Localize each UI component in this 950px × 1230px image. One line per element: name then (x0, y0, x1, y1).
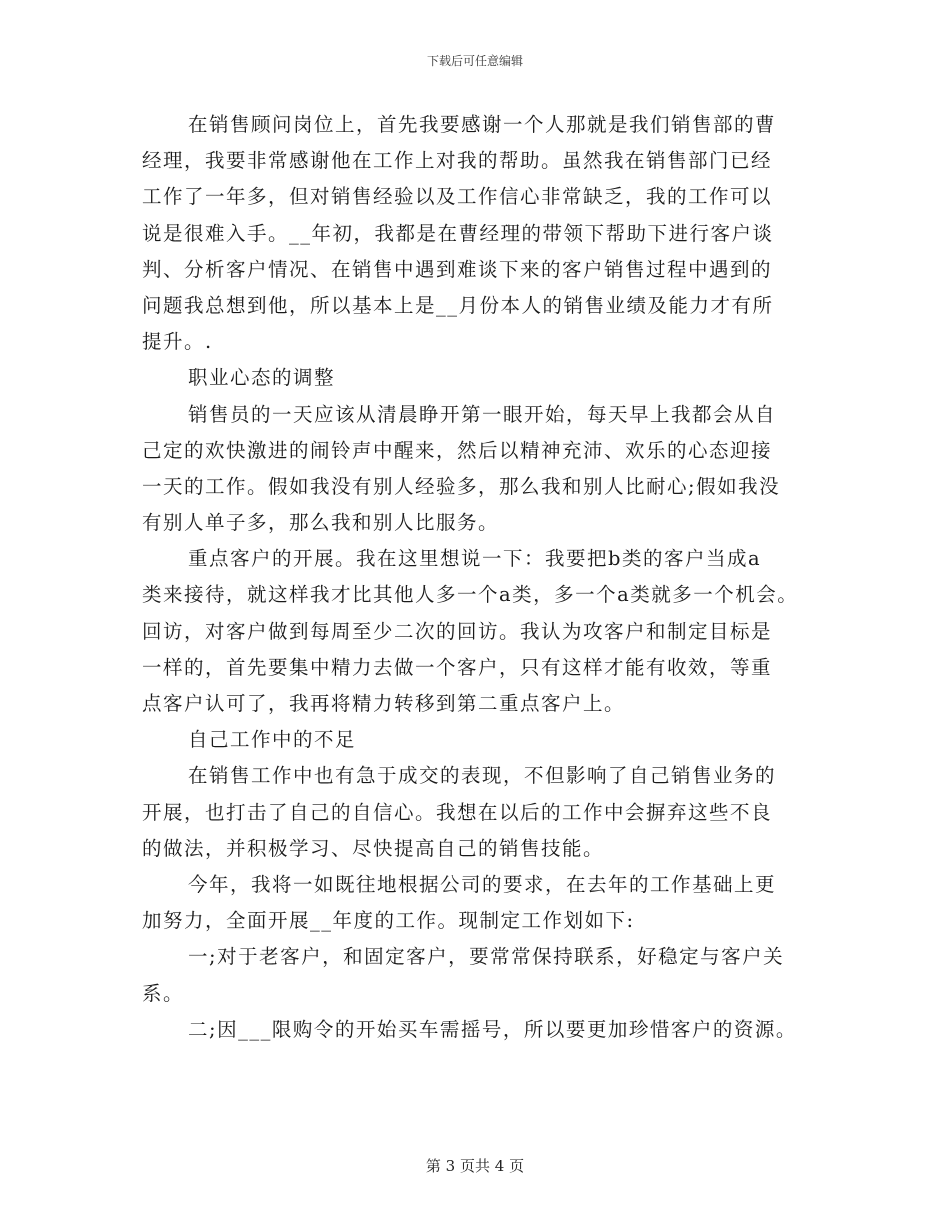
paragraph-line: 工作了一年多，但对销售经验以及工作信心非常缺乏，我的工作可以 (142, 185, 773, 209)
paragraph-line: 一天的工作。假如我没有别人经验多，那么我和别人比耐心;假如我没 (142, 474, 781, 498)
paragraph-line: 加努力，全面开展__年度的工作。现制定工作划如下: (142, 909, 635, 933)
paragraph-line: 问题我总想到他，所以基本上是__月份本人的销售业绩及能力才有所 (142, 293, 774, 317)
paragraph-line: 经理，我要非常感谢他在工作上对我的帮助。虽然我在销售部门已经 (142, 149, 773, 173)
paragraph-line: 二;因___限购令的开始买车需摇号，所以要更加珍惜客户的资源。 (188, 1017, 797, 1041)
section-heading: 职业心态的调整 (188, 366, 336, 390)
paragraph-line: 一;对于老客户，和固定客户，要常常保持联系，好稳定与客户关 (188, 945, 785, 969)
paragraph-line: 有别人单子多，那么我和别人比服务。 (142, 511, 500, 535)
paragraph-line: 判、分析客户情况、在销售中遇到难谈下来的客户销售过程中遇到的 (142, 257, 773, 281)
paragraph-line: 类来接待，就这样我才比其他人多一个a类，多一个a类就多一个机会。 (142, 583, 799, 607)
paragraph-line: 在销售工作中也有急于成交的表现，不但影响了自己销售业务的 (188, 764, 777, 788)
document-body (142, 107, 822, 1048)
page-number: 第 3 页共 4 页 (425, 1157, 525, 1175)
paragraph-line: 己定的欢快激进的闹铃声中醒来，然后以精神充沛、欢乐的心态迎接 (142, 438, 773, 462)
paragraph-line: 提升。. (142, 330, 213, 354)
paragraph-line: 的做法，并积极学习、尽快提高自己的销售技能。 (142, 836, 605, 860)
paragraph-line: 在销售顾问岗位上，首先我要感谢一个人那就是我们销售部的曹 (188, 113, 777, 136)
paragraph-line: 系。 (142, 981, 185, 1005)
paragraph-line: 今年，我将一如既往地根据公司的要求，在去年的工作基础上更 (188, 872, 777, 896)
paragraph-line: 说是很难入手。__年初，我都是在曹经理的带领下帮助下进行客户谈 (142, 221, 774, 245)
page-header: 下载后可任意编辑 (426, 54, 523, 68)
paragraph-line: 回访，对客户做到每周至少二次的回访。我认为攻客户和制定目标是 (142, 619, 773, 643)
paragraph-line: 销售员的一天应该从清晨睁开第一眼开始，每天早上我都会从自 (188, 402, 777, 426)
section-heading: 自己工作中的不足 (188, 728, 357, 752)
paragraph-line: 重点客户的开展。我在这里想说一下：我要把b类的客户当成a (188, 547, 762, 571)
paragraph-line: 一样的，首先要集中精力去做一个客户，只有这样才能有收效，等重 (142, 655, 773, 679)
paragraph-line: 点客户认可了，我再将精力转移到第二重点客户上。 (142, 692, 626, 715)
paragraph-line: 开展，也打击了自己的自信心。我想在以后的工作中会摒弃这些不良 (142, 800, 773, 824)
